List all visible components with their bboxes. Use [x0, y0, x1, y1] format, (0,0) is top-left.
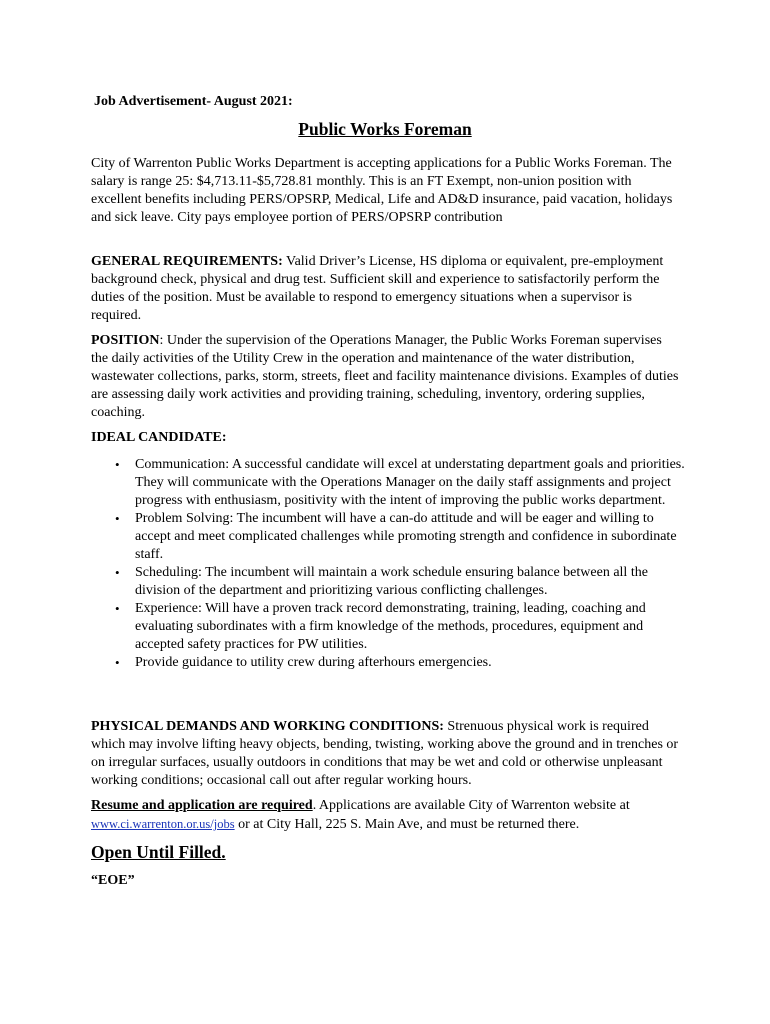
bullet-icon: •: [115, 565, 120, 580]
position-text: : Under the supervision of the Operations Manager, the Public Works Foreman supervises the daily activities of the Utility Crew in the operation and maintenance of the water distribution, wastewater collections, parks, storm, streets, fleet and facility maintenance divisions. Examples of duties are assessing daily work activities and providing training, scheduling, inventory, ordering supplies, coaching.: [91, 333, 679, 420]
list-item: [91, 456, 686, 510]
list-item-text: Problem Solving: The incumbent will have a can-do attitude and will be eager and willing to accept and meet complicated challenges while promoting strength and confidence in subordinate staff.: [135, 511, 677, 562]
list-item-text: Communication: A successful candidate will excel at understating department goals and priorities. They will communicate with the Operations Manager on the daily staff assignments and project progress with enthusiasm, positivity with the intent of improving the public works department.: [135, 457, 685, 508]
list-item-text: Scheduling: The incumbent will maintain a work schedule ensuring balance between all the division of the department and prioritizing various conflicting challenges.: [135, 565, 648, 598]
general-requirements-paragraph: [91, 253, 681, 325]
open-until-filled: Open Until Filled.: [91, 842, 226, 862]
ad-date-header: Job Advertisement- August 2021:: [94, 94, 293, 109]
resume-text-after: or at City Hall, 225 S. Main Ave, and must be returned there.: [234, 817, 580, 832]
intro-paragraph: City of Warrenton Public Works Department is accepting applications for a Public Works Foreman. The salary is range 25: $4,713.11-$5,728.81 monthly. This is an FT Exempt, non-union position with excellent benefits including PERS/OPSRP, Medical, Life and AD&D insurance, paid vacation, holidays and sick leave. City pays employee portion of PERS/OPSRP contribution: [91, 156, 673, 225]
list-item: [91, 564, 686, 600]
list-item: [91, 510, 686, 564]
position-paragraph: [91, 332, 681, 422]
page-title: Public Works Foreman: [298, 119, 472, 139]
general-requirements-text: Valid Driver’s License, HS diploma or equivalent, pre-employment background check, physical and drug test. Sufficient skill and experience to satisfactorily perform the duties of the position. Must be available to respond to emergency situations when a supervisor is required.: [91, 254, 664, 323]
list-item: [91, 600, 686, 654]
physical-demands-paragraph: [91, 718, 681, 790]
list-item: [91, 654, 686, 672]
eoe-label: “EOE”: [91, 873, 135, 888]
physical-demands-label: PHYSICAL DEMANDS AND WORKING CONDITIONS:: [91, 719, 444, 734]
resume-label: Resume and application are required: [91, 798, 313, 813]
resume-paragraph: [91, 797, 681, 834]
list-item-text: Provide guidance to utility crew during afterhours emergencies.: [135, 655, 492, 670]
physical-demands-text: Strenuous physical work is required which may involve lifting heavy objects, bending, twisting, working above the ground and in trenches or on irregular surfaces, usually outdoors in conditions that may be wet and cold or otherwise unpleasant working conditions; occasional call out after regular working hours.: [91, 719, 679, 788]
jobs-link[interactable]: www.ci.warrenton.or.us/jobs: [91, 817, 235, 831]
bullet-icon: •: [115, 655, 120, 670]
bullet-icon: •: [115, 511, 120, 526]
list-item-text: Experience: Will have a proven track record demonstrating, training, leading, coaching and evaluating subordinates with a firm knowledge of the methods, procedures, equipment and accepted safety practices for PW utilities.: [135, 601, 646, 652]
resume-text-before: . Applications are available City of Warrenton website at: [312, 798, 630, 813]
bullet-icon: •: [115, 457, 120, 472]
ideal-candidate-heading: IDEAL CANDIDATE:: [91, 430, 227, 445]
general-requirements-label: GENERAL REQUIREMENTS:: [91, 254, 283, 269]
bullet-icon: •: [115, 601, 120, 616]
position-label: POSITION: [91, 333, 160, 348]
ideal-candidate-list: [91, 456, 686, 672]
